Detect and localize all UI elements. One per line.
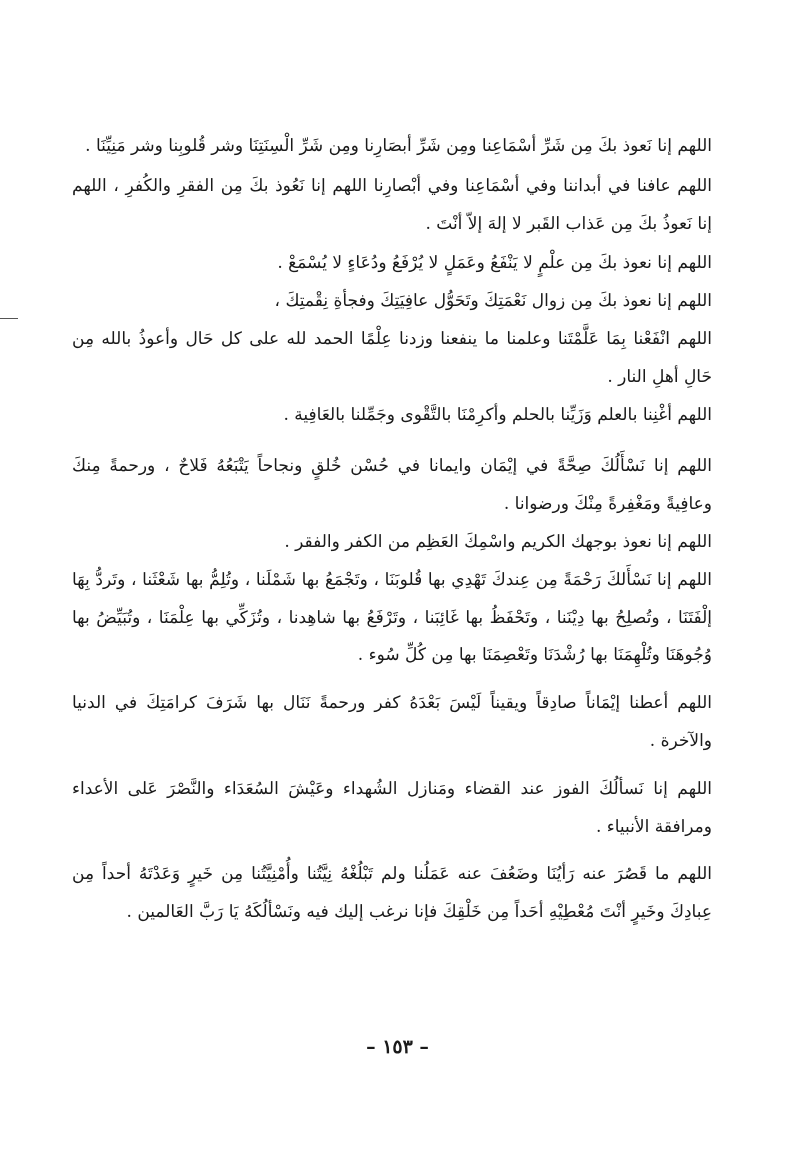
body-text <box>72 128 712 932</box>
paragraph-9: اللهم إنا نَسْأَلكَ رَحْمَةً مِن عِندكَ تَهْدِي بها قُلوبَنَا ، وتَجْمَعُ بها شَمْلَنا ، وتُلِمُّ بها شَعْثَنا ، وتَردُّ بِهَا إلْفَتَنَا ، وتُصلِحُ بها دِيْنَنا ، وتَحْفَظُ بها غَائِبَنا ، وتَرْفَعُ بها شاهِدنا ، وتُزَكِّي بها عِلْمَنَا ، وتُبَيِّضُ بها وُجُوهَنَا وتُلْهِمَنَا بها رُشْدَنَا وتَعْصِمَنَا بها مِن كُلِّ سُوء . <box>72 569 712 666</box>
paragraph-12: اللهم ما قَصُرَ عنه رَأيُنَا وضَعُفَ عنه عَمَلُنا ولم تَبْلُغْهُ نِيَّتُنا وأُمْنِيَّتُنا مِن خَيرٍ وَعَدْتَهُ أحداً مِن عِبادِكَ وخَيرٍ أنْتَ مُعْطِيْهِ أحَداً مِن خَلْقِكَ فإنا نرغب إليك فيه ونَسْألُكَهُ يَا رَبَّ العَالمين . <box>72 864 712 923</box>
paragraph-10: اللهم أعطنا إيْمَاناً صادِقاً ويقيناً لَيْسَ بَعْدَهُ كفر ورحمةً نَنَال بها شَرَفَ كرامَتِكَ في الدنيا والآخرة . <box>72 693 712 751</box>
paragraph-5: اللهم انْفَعْنا بِمَا عَلَّمْتَنا وعلمنا ما ينفعنا وزدنا عِلْمًا الحمد لله على كل حَال وأعوذُ بالله مِن حَالِ أهلِ النار . <box>72 328 712 387</box>
paragraph-6: اللهم أغْنِنا بالعلم وَزَيِّنا بالحلم وأكرِمْنَا بالتَّقْوى وجَمِّلنا بالعَافِية . <box>283 404 712 425</box>
paragraph-11: اللهم إنا نَسألُكَ الفوز عند القضاء ومَنازل الشُهداء وعَيْشَ السُعَدَاء والنَّصْرَ عَلى الأعداء ومرافقة الأنبياء . <box>72 778 712 837</box>
paragraph-3: اللهم إنا نعوذ بكَ مِن علْمٍ لا يَنْفَعُ وعَمَلٍ لا يُرْفَعُ ودُعَاءٍ لا يُسْمَعْ . <box>277 253 712 274</box>
paragraph-7: اللهم إنا نَسْأَلُكَ صِحَّةً في إيْمَان وايمانا في حُسْن خُلقٍ ونجاحاً يَتْبَعُهُ فَلاحٌ ، ورحمةً مِنكَ وعافِيةً ومَغْفِرةً مِنْكَ ورضوانا . <box>72 456 712 515</box>
paragraph-2: اللهم عافنا في أبداننا وفي أسْمَاعِنا وفي أبْصارِنا اللهم إنا نَعُوذ بكَ مِن الفقرِ والكُفرِ ، اللهم إنا نَعوذُ بكَ مِن عَذاب القَبر لا إلهَ إلاّ أنْتَ . <box>72 175 712 234</box>
margin-mark <box>0 318 18 319</box>
paragraph-4: اللهم إنا نعوذ بكَ مِن زوال نَعْمَتِكَ وتَحَوُّل عافِيَتِكَ وفجأةِ نِقْمتِكَ ، <box>274 291 712 312</box>
paragraph-8: اللهم إنا نعوذ بوجهك الكريم واسْمِكَ العَظِم من الكفر والفقر . <box>284 531 712 552</box>
page-number: – ١٥٣ – <box>366 1036 429 1058</box>
paragraph-1: اللهم إنا نَعوذ بكَ مِن شَرِّ أسْمَاعِنا ومِن شَرِّ أبصَارِنا ومِن شَرِّ الْسِنَتِنَا وشر قُلوبِنا وشر مَنِيِّنَا . <box>85 136 712 156</box>
